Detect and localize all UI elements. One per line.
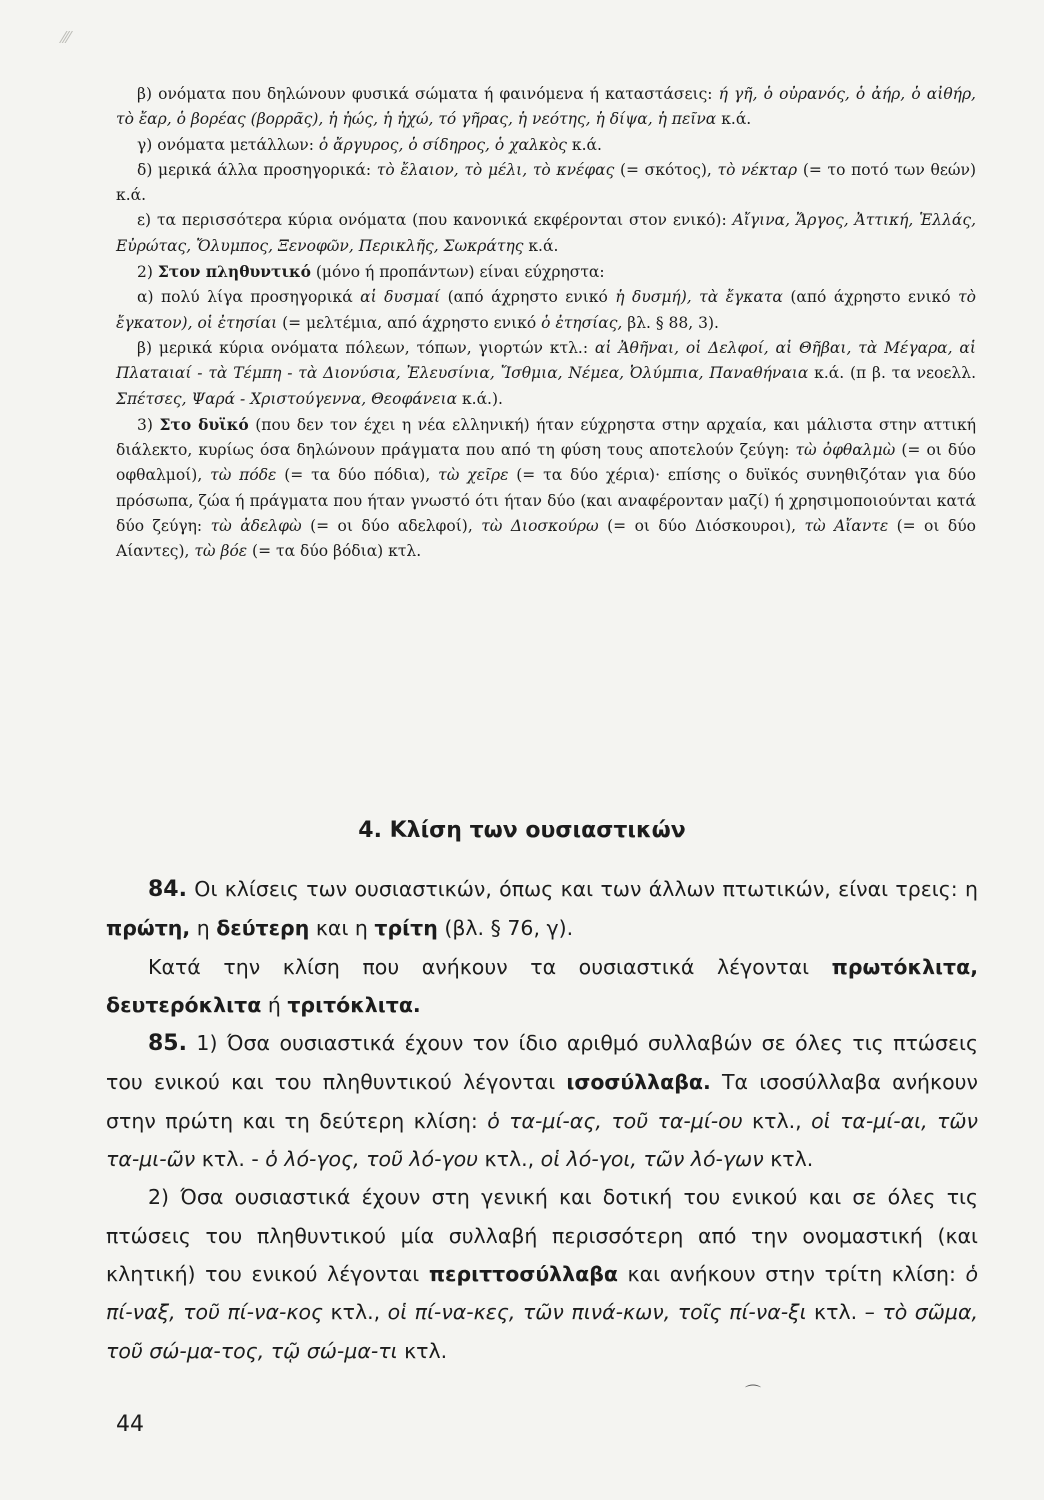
paragraph-delta-common-nouns: δ) μερικά άλλα προσηγορικά: τὸ ἔλαιον, τὸ μέλι, τὸ κνέφας (= σκότος), τὸ νέκταρ (= το ποτό των θεών) κ.ά. [116, 160, 976, 205]
page-number: 44 [116, 1412, 144, 1437]
paragraph-plural-section: 2) Στον πληθυντικό (μόνο ή προπάντων) είναι εύχρηστα: [137, 262, 605, 282]
paragraph-84-declensions: 84. Οι κλίσεις των ουσιαστικών, όπως και των άλλων πτωτικών, είναι τρεις: η πρώτη, η δεύτερη και η τρίτη (βλ. § 76, γ). [106, 877, 978, 941]
paragraph-dual-section: 3) Στο δυϊκό (που δεν τον έχει η νέα ελληνική) ήταν εύχρηστα στην αρχαία, και μάλιστα στην αττική διάλεκτο, κυρίως όσα δηλώνουν πράγματα που από τη φύση τους αποτελούν ζεύγη: τὼ ὀφθαλμὼ (= οι δύο οφθαλμοί), τὼ πόδε (= τα δύο πόδια), τὼ χεῖρε (= τα δύο χέρια)· επίσης ο δυϊκός συνηθιζόταν για δύο πρόσωπα, ζώα ή πράγματα που ήταν γνωστό ότι ήταν δύο (και αναφέρονταν μαζί) ή χρησιμοποιούνται κατά δύο ζεύγη: τὼ ἀδελφὼ (= οι δύο αδελφοί), τὼ Διοσκούρω (= οι δύο Διόσκουροι), τὼ Αἴαντε (= οι δύο Αίαντες), τὼ βόε (= τα δύο βόδια) κτλ. [116, 414, 977, 561]
paragraph-gamma-metals: γ) ονόματα μετάλλων: ὁ ἄργυρος, ὁ σίδηρος, ὁ χαλκὸς κ.ά. [137, 135, 602, 154]
page-edge-mark: ⁄⁄⁄ [62, 28, 71, 47]
upper-text-block [116, 82, 976, 565]
paragraph-epsilon-proper-nouns: ε) τα περισσότερα κύρια ονόματα (που κανονικά εκφέρονται στον ενικό): Αἴγινα, Ἄργος, Ἀττική, Ἑλλάς, Εὐρώτας, Ὄλυμπος, Ξενοφῶν, Περικλῆς, Σωκράτης κ.ά. [116, 211, 976, 255]
paragraph-85-isosyllabic: 85. 1) Όσα ουσιαστικά έχουν τον ίδιο αριθμό συλλαβών σε όλες τις πτώσεις του ενικού και του πληθυντικού λέγονται ισοσύλλαβα. Τα ισοσύλλαβα ανήκουν στην πρώτη και τη δεύτερη κλίση: ὁ τα-μί-ας, τοῦ τα-μί-ου κτλ., οἱ τα-μί-αι, τῶν τα-μι-ῶν κτλ. - ὁ λό-γος, τοῦ λό-γου κτλ., οἱ λό-γοι, τῶν λό-γων κτλ. [106, 1031, 979, 1172]
section-heading: 4. Κλίση των ουσιαστικών [358, 818, 686, 843]
paragraph-85-perissosyllabic: 2) Όσα ουσιαστικά έχουν στη γενική και δοτική του ενικού και σε όλες τις πτώσεις του πληθυντικού μία συλλαβή περισσότερη από την ονομαστική (και κλητική) του ενικού λέγονται περιττοσύλλαβα και ανήκουν στην τρίτη κλίση: ὁ πί-ναξ, τοῦ πί-να-κος κτλ., οἱ πί-να-κες, τῶν πινά-κων, τοῖς πί-να-ξι κτλ. – τὸ σῶμα, τοῦ σώ-μα-τος, τῷ σώ-μα-τι κτλ. [106, 1185, 979, 1363]
lower-text-block [106, 870, 978, 1370]
paragraph-beta-place-names: β) μερικά κύρια ονόματα πόλεων, τόπων, γιορτών κτλ.: αἱ Ἀθῆναι, οἱ Δελφοί, αἱ Θῆβαι, τὰ Μέγαρα, αἱ Πλαταιαί - τὰ Τέμπη - τὰ Διονύσια, Ἐλευσίνια, Ἴσθμια, Νέμεα, Ὀλύμπια, Παναθήναια κ.ά. (π β. τα νεοελλ. Σπέτσες, Ψαρά - Χριστούγεννα, Θεοφάνεια κ.ά.). [116, 338, 976, 408]
ink-mark: ⌒ [745, 1383, 762, 1402]
paragraph-alpha-plural-nouns: α) πολύ λίγα προσηγορικά αἱ δυσμαί (από άχρηστο ενικό ἡ δυσμή), τὰ ἔγκατα (από άχρηστο ενικό τὸ ἔγκατον), οἱ ἐτησίαι (= μελτέμια, από άχρηστο ενικό ὁ ἐτησίας, βλ. § 88, 3). [116, 288, 976, 332]
paragraph-84-declension-names: Κατά την κλίση που ανήκουν τα ουσιαστικά λέγονται πρωτόκλιτα, δευτερόκλιτα ή τριτόκλιτα. [106, 954, 978, 1017]
paragraph-beta-physical-bodies: β) ονόματα που δηλώνουν φυσικά σώματα ή φαινόμενα ή καταστάσεις: ή γῆ, ὁ οὐρανός, ὁ ἀήρ, ὁ αἰθήρ, τὸ ἔαρ, ὁ βορέας (βορρᾶς), ἡ ἠώς, ἡ ἠχώ, τό γῆρας, ἡ νεότης, ἡ δίψα, ἡ πεῖνα κ.ά. [116, 85, 976, 129]
